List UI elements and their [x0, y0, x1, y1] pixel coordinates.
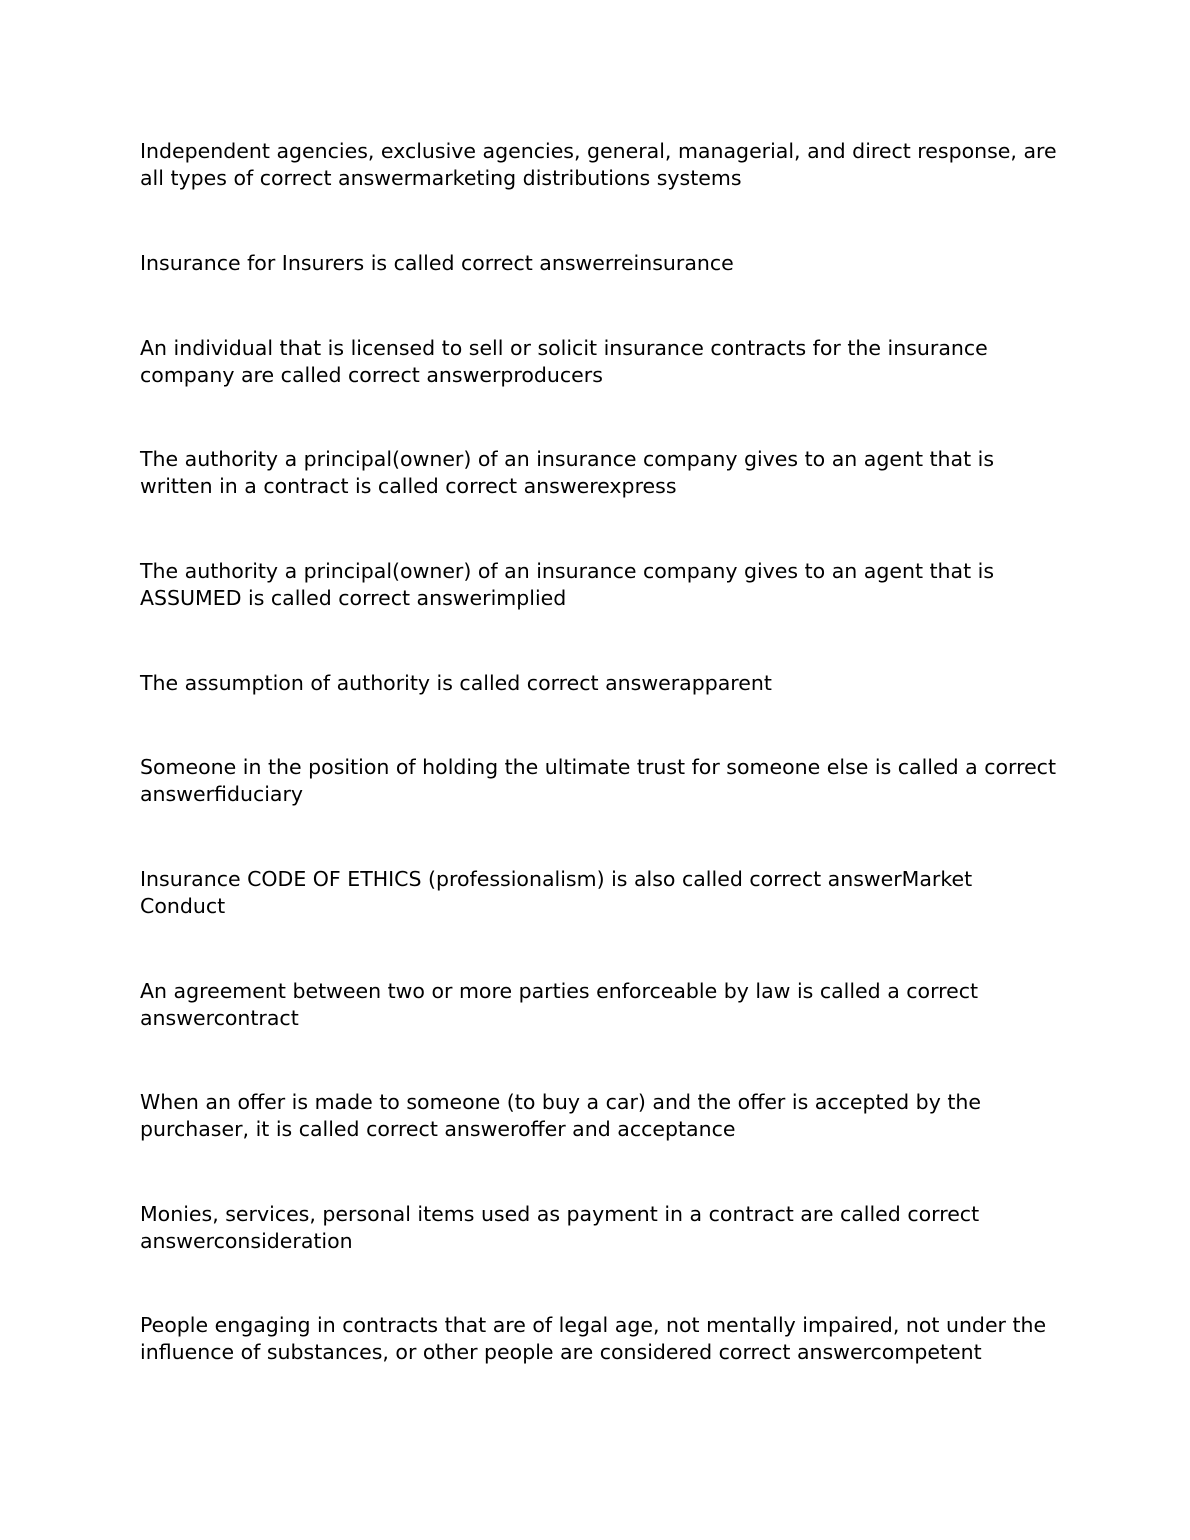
qa-entry-6: The assumption of authority is called correct answerapparent [140, 671, 772, 695]
qa-entry-9: An agreement between two or more parties enforceable by law is called a correct answercontract [140, 979, 979, 1030]
qa-entry-1: Independent agencies, exclusive agencies, general, managerial, and direct response, are all types of correct answermarketing distributions systems [140, 139, 1057, 190]
qa-entry-10: When an offer is made to someone (to buy a car) and the offer is accepted by the purchaser, it is called correct answeroffer and acceptance [140, 1090, 981, 1141]
qa-entry-8: Insurance CODE OF ETHICS (professionalism) is also called correct answerMarket Conduct [140, 867, 973, 918]
qa-entry-5: The authority a principal(owner) of an insurance company gives to an agent that is ASSUMED is called correct answerimplied [140, 559, 995, 610]
qa-entry-4: The authority a principal(owner) of an insurance company gives to an agent that is written in a contract is called correct answerexpress [140, 447, 995, 498]
qa-entry-11: Monies, services, personal items used as payment in a contract are called correct answerconsideration [140, 1202, 980, 1253]
qa-entry-3: An individual that is licensed to sell or solicit insurance contracts for the insurance company are called correct answerproducers [140, 336, 988, 387]
qa-entry-7: Someone in the position of holding the ultimate trust for someone else is called a correct answerfiduciary [140, 755, 1056, 806]
qa-entry-2: Insurance for Insurers is called correct answerreinsurance [140, 251, 734, 275]
qa-entry-12: People engaging in contracts that are of legal age, not mentally impaired, not under the influence of substances, or other people are considered correct answercompetent [140, 1313, 1047, 1364]
